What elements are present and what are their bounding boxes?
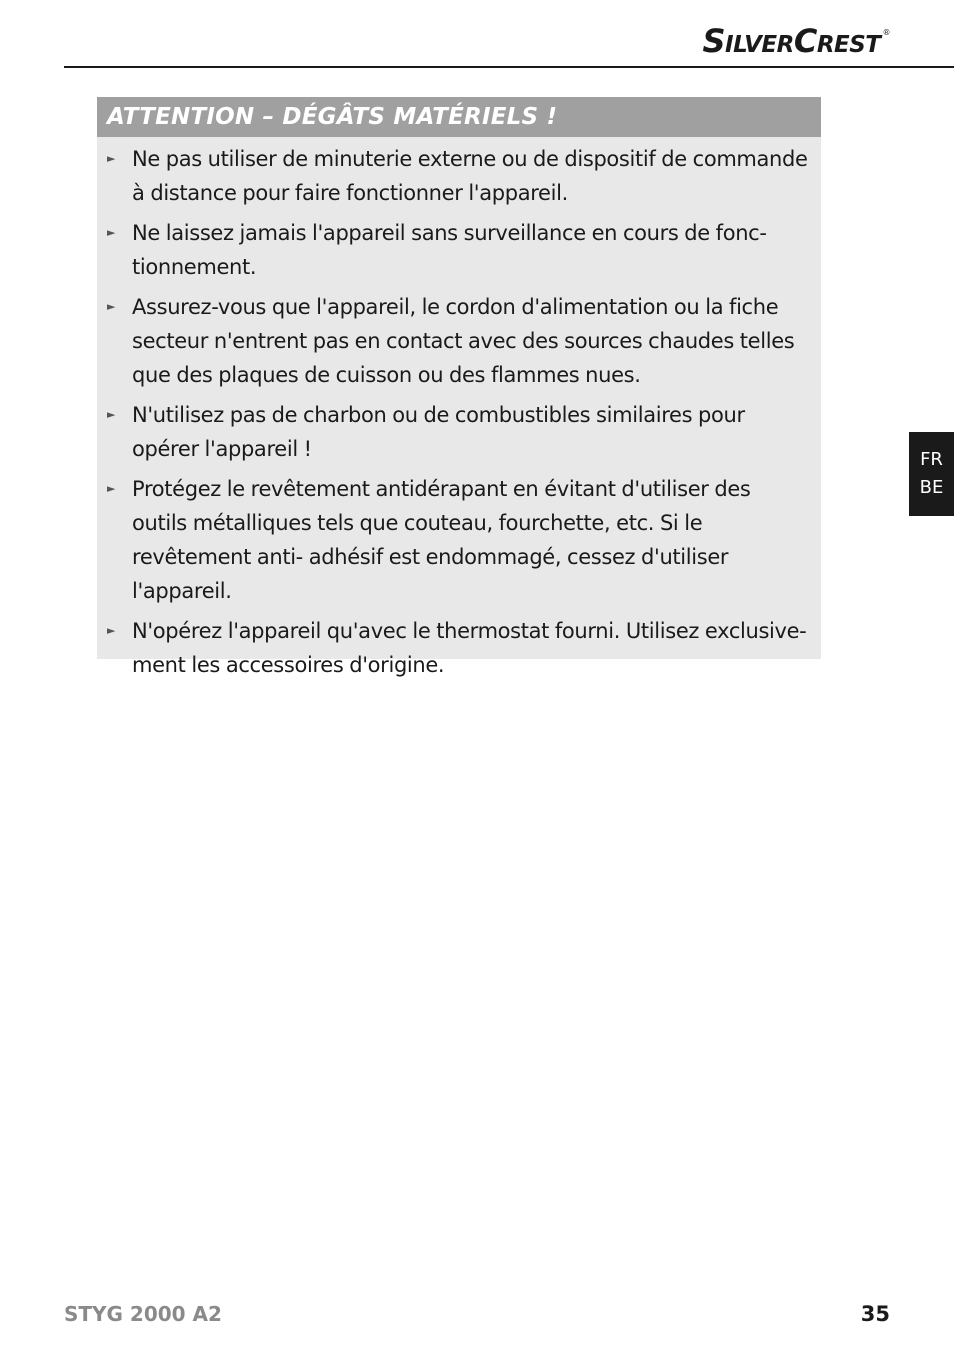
warning-list	[97, 137, 821, 682]
warning-item	[107, 472, 811, 608]
warning-item-text: Ne pas utiliser de minuterie externe ou de dispositif de commande à distance pour faire fonctionner l'appareil.	[132, 147, 808, 205]
warning-title: ATTENTION – DÉGÂTS MATÉRIELS !	[107, 104, 558, 130]
bullet-arrow-icon: ►	[107, 624, 116, 637]
warning-item	[107, 142, 811, 210]
warning-header	[97, 97, 821, 137]
brand-initial-s: S	[702, 22, 726, 60]
warning-item-text: Assurez-vous que l'appareil, le cordon d'alimentation ou la fiche secteur n'entrent pas en contact avec des sources chaudes telles que des plaques de cuisson ou des flammes nues.	[132, 295, 795, 387]
footer-model-number: STYG 2000 A2	[64, 1302, 222, 1326]
brand-logo	[703, 22, 891, 60]
bullet-arrow-icon: ►	[107, 226, 116, 239]
header-divider	[64, 66, 954, 68]
language-tab	[909, 432, 954, 516]
brand-part-ilver: ILVER	[725, 32, 794, 58]
bullet-arrow-icon: ►	[107, 152, 116, 165]
page-number: 35	[860, 1302, 890, 1326]
warning-item-text: N'utilisez pas de charbon ou de combustibles similaires pour opérer l'appareil !	[132, 403, 745, 461]
warning-box	[97, 97, 821, 677]
warning-item	[107, 398, 811, 466]
warning-item	[107, 290, 811, 392]
bullet-arrow-icon: ►	[107, 408, 116, 421]
bullet-arrow-icon: ►	[107, 300, 116, 313]
language-code-fr: FR	[920, 449, 943, 470]
registered-mark: ®	[882, 28, 890, 37]
warning-item	[107, 216, 811, 284]
warning-item-text: N'opérez l'appareil qu'avec le thermostat fourni. Utilisez exclusive- ment les accessoires d'origine.	[132, 619, 807, 677]
warning-item-text: Protégez le revêtement antidérapant en évitant d'utiliser des outils métalliques tels que couteau, fourchette, etc. Si le revêtement anti- adhésif est endommagé, cessez d'utiliser l'appareil.	[132, 477, 751, 603]
warning-item-text: Ne laissez jamais l'appareil sans surveillance en cours de fonc- tionnement.	[132, 221, 767, 279]
bullet-arrow-icon: ►	[107, 482, 116, 495]
brand-part-rest: REST	[816, 32, 881, 58]
brand-initial-c: C	[793, 22, 817, 60]
warning-item	[107, 614, 811, 682]
language-code-be: BE	[919, 477, 944, 498]
